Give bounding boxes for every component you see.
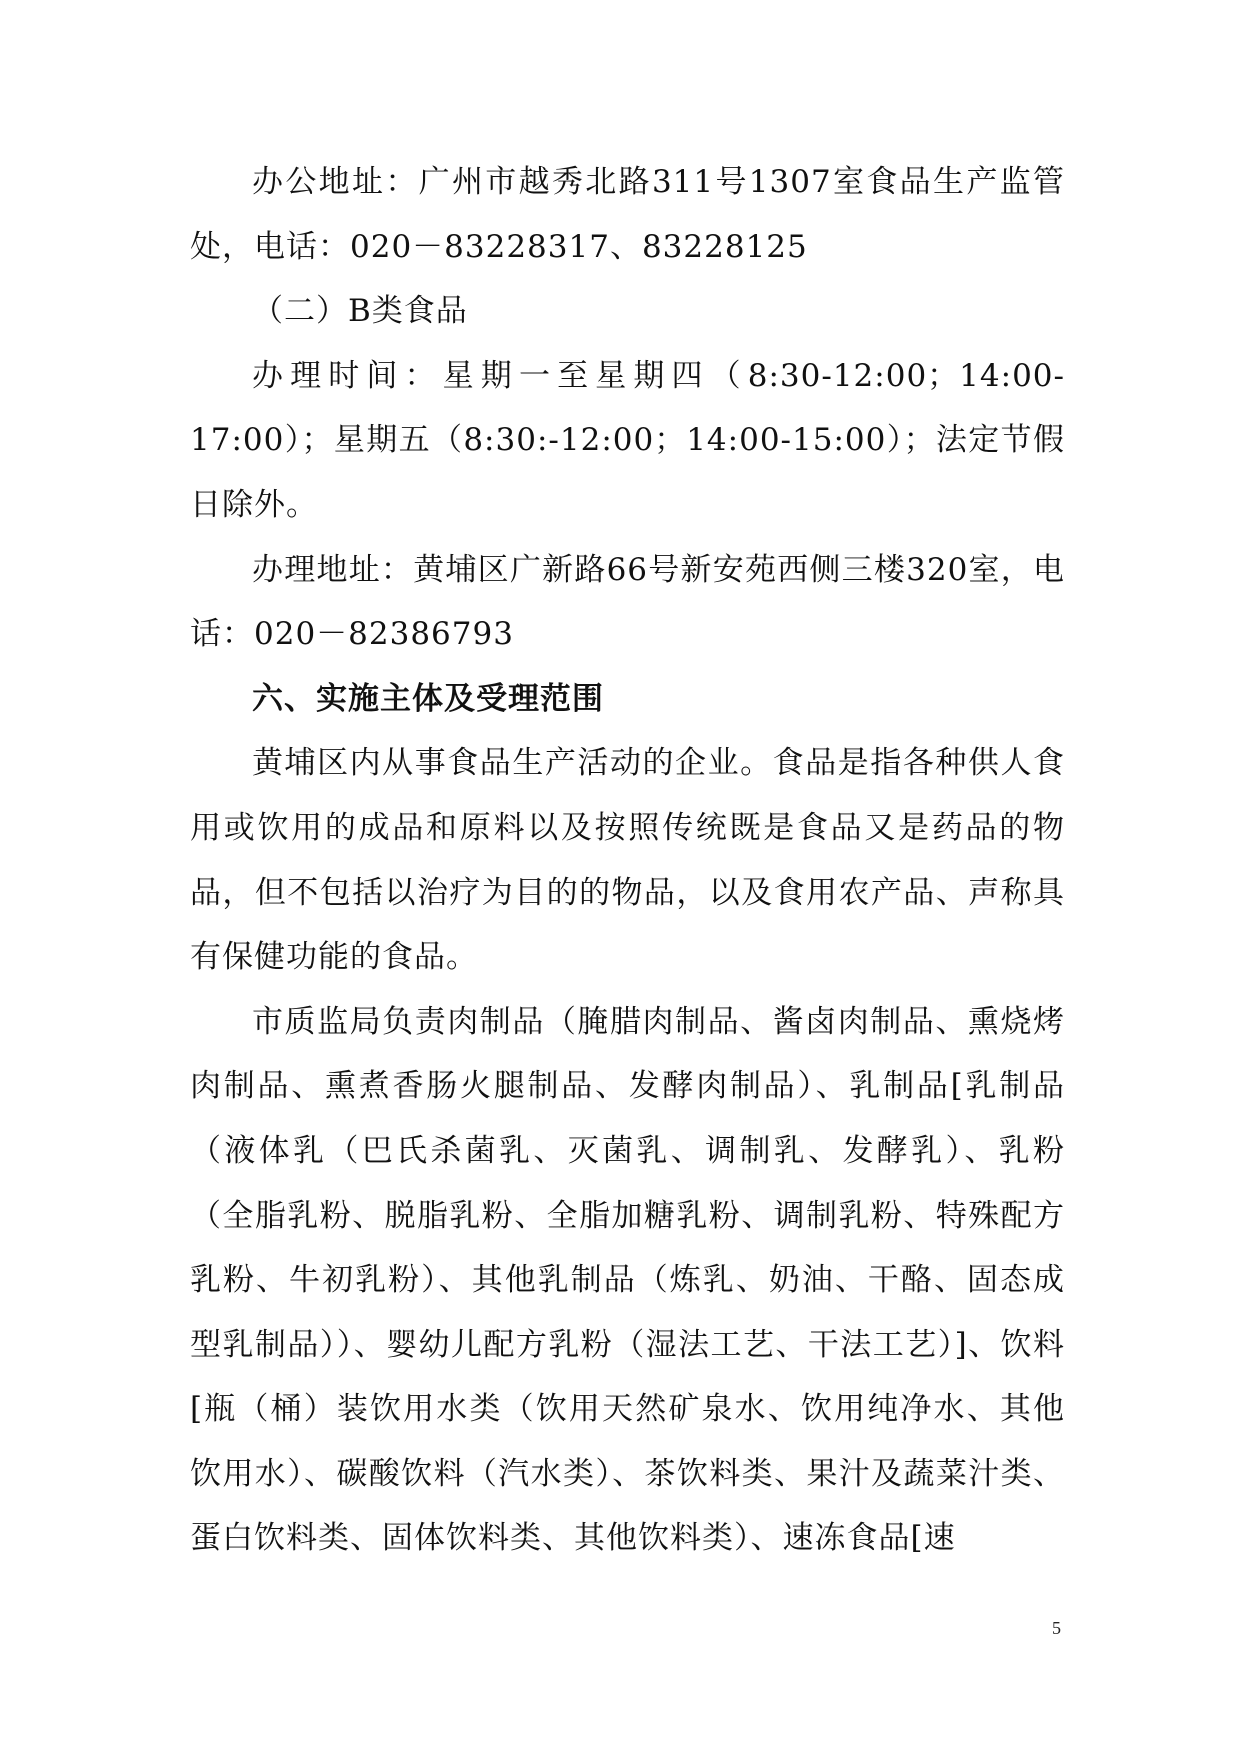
category-b-heading: （二）B类食品 — [252, 293, 468, 330]
bureau-responsibility-paragraph: 市质监局负责肉制品（腌腊肉制品、酱卤肉制品、熏烧烤肉制品、熏煮香肠火腿制品、发酵肉制品）、乳制品[乳制品（液体乳（巴氏杀菌乳、灭菌乳、调制乳、发酵乳）、乳粉（全脂乳粉、脱脂乳粉、全脂加糖乳粉、调制乳粉、特殊配方乳粉、牛初乳粉）、其他乳制品（炼乳、奶油、干酪、固态成型乳制品））、婴幼儿配方乳粉（湿法工艺、干法工艺）]、饮料[瓶（桶）装饮用水类（饮用天然矿泉水、饮用纯净水、其他饮用水）、碳酸饮料（汽水类）、茶饮料类、果汁及蔬菜汁类、蛋白饮料类、固体饮料类、其他饮料类）、速冻食品[速 — [190, 1003, 1065, 1557]
office-address-paragraph: 办公地址：广州市越秀北路311号1307室食品生产监管处，电话：020－83228317、83228125 — [190, 164, 1065, 265]
scope-definition-paragraph: 黄埔区内从事食品生产活动的企业。食品是指各种供人食用或饮用的成品和原料以及按照传统既是食品又是药品的物品，但不包括以治疗为目的的物品，以及食用农产品、声称具有保健功能的食品。 — [190, 745, 1065, 976]
processing-address-paragraph: 办理地址：黄埔区广新路66号新安苑西侧三楼320室，电话：020－82386793 — [190, 551, 1065, 653]
processing-time-paragraph: 办理时间：星期一至星期四（8:30-12:00；14:00-17:00）；星期五（8:30:-12:00；14:00-15:00）；法定节假日除外。 — [190, 357, 1065, 523]
document-body — [190, 150, 1065, 1571]
page-number: 5 — [1052, 1618, 1061, 1638]
section-heading: 六、实施主体及受理范围 — [252, 680, 604, 717]
